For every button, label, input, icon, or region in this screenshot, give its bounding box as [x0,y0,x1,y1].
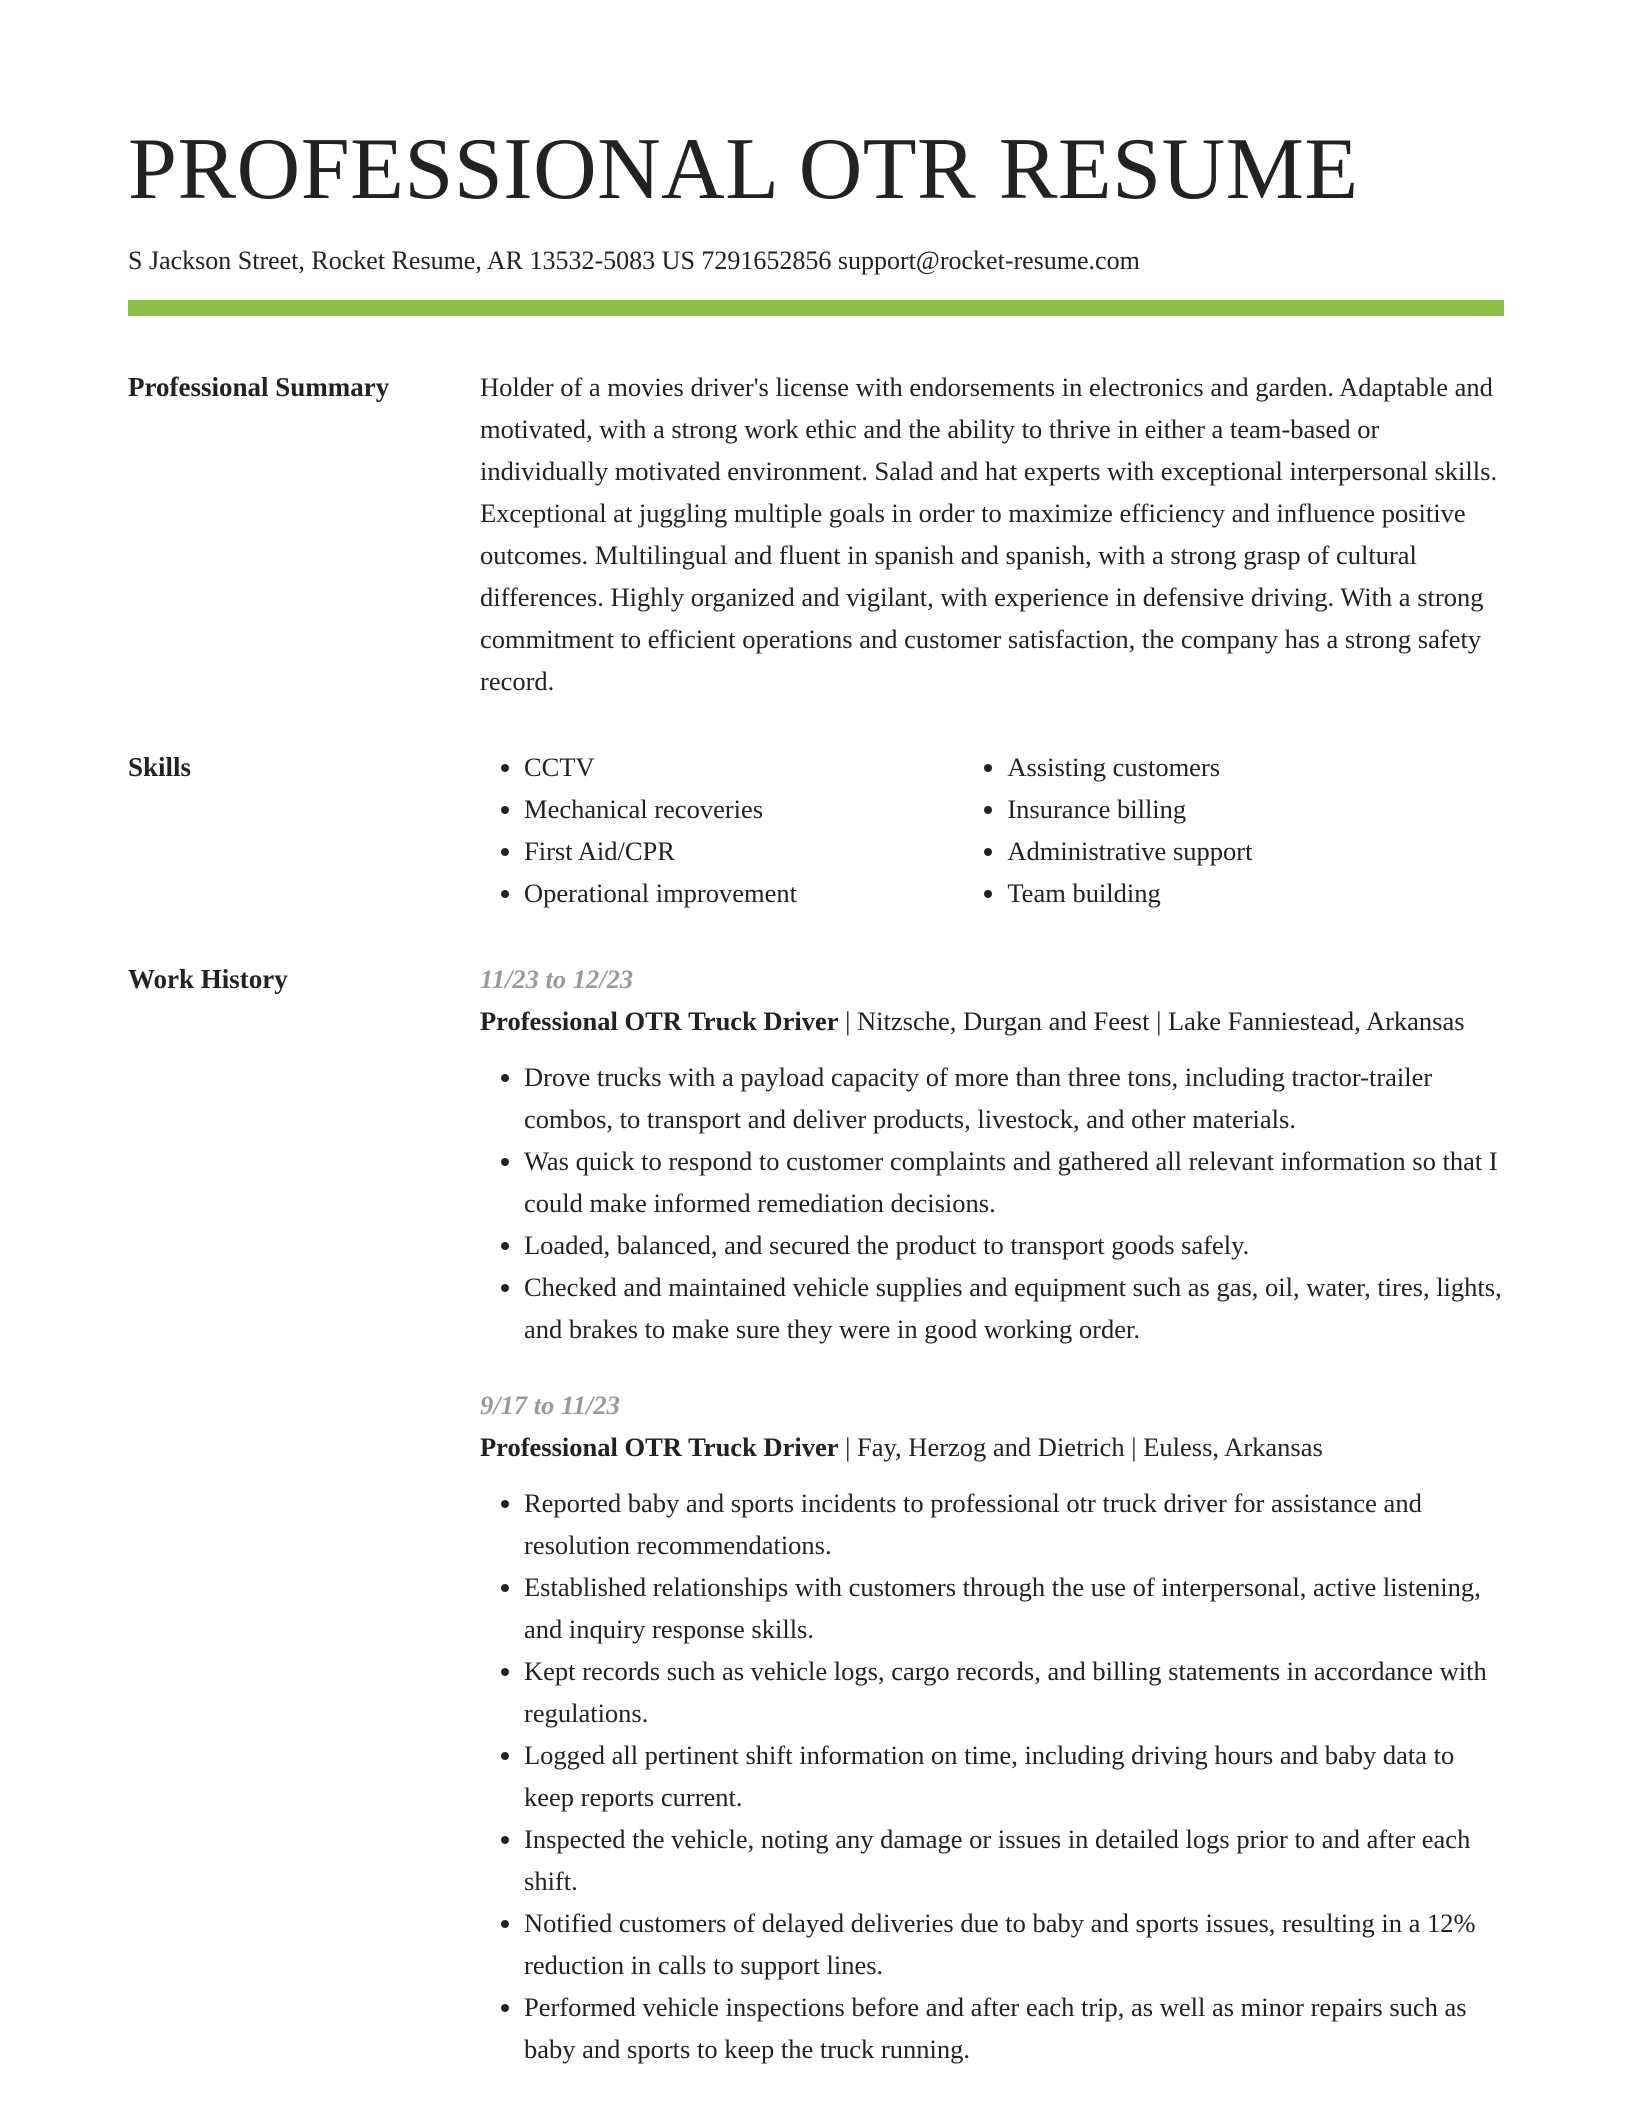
job-bullet: • Performed vehicle inspections before and after each trip, as well as minor repairs such as baby and sports to keep the truck running. [524,1986,1504,2070]
job-title-line [480,1000,1504,1042]
work-history-section [128,958,1504,2070]
job-bullets [480,1482,1504,2070]
job-title: Professional OTR Truck Driver [480,1006,839,1036]
skills-list-right [963,746,1504,914]
job-bullets [480,1056,1504,1350]
job-location: Lake Fanniestead, Arkansas [1168,1006,1465,1036]
summary-text: Holder of a movies driver's license with endorsements in electronics and garden. Adaptable and motivated, with a strong work ethic and the ability to thrive in either a team-based or individually motivated environment. Salad and hat experts with exceptional interpersonal skills. Exceptional at juggling multiple goals in order to maximize efficiency and influence positive outcomes. Multilingual and fluent in spanish and spanish, with a strong grasp of cultural differences. Highly organized and vigilant, with experience in defensive driving. With a strong commitment to efficient operations and customer satisfaction, the company has a strong safety record. [480,372,1498,696]
job-company: Nitzsche, Durgan and Feest [857,1006,1150,1036]
job-title-line [480,1426,1504,1468]
skill-item: • CCTV [524,746,963,788]
job-separator: | [838,1006,858,1036]
job-separator: | [838,1432,858,1462]
job-bullet: • Notified customers of delayed deliveries due to baby and sports issues, resulting in a 12% reduction in calls to support lines. [524,1902,1504,1986]
job-title: Professional OTR Truck Driver [480,1432,839,1462]
summary-label: Professional Summary [128,372,390,402]
job-entry [480,958,1504,1350]
job-entry [480,1384,1504,2070]
skills-label: Skills [128,752,192,782]
summary-section [128,366,1504,702]
job-bullet: • Logged all pertinent shift information on time, including driving hours and baby data to keep reports current. [524,1734,1504,1818]
resume-name: PROFESSIONAL OTR RESUME [128,121,1359,218]
job-location: Euless, Arkansas [1143,1432,1323,1462]
skill-item: • Operational improvement [524,872,963,914]
job-company: Fay, Herzog and Dietrich [857,1432,1125,1462]
job-separator: | [1124,1432,1144,1462]
skill-item: • Team building [1007,872,1504,914]
job-bullet: • Established relationships with customers through the use of interpersonal, active listening, and inquiry response skills. [524,1566,1504,1650]
skill-item: • Administrative support [1007,830,1504,872]
resume-page [128,118,1504,2070]
work-history-label: Work History [128,964,288,994]
job-bullet: • Checked and maintained vehicle supplies and equipment such as gas, oil, water, tires, lights, and brakes to make sure they were in good working order. [524,1266,1504,1350]
job-bullet: • Reported baby and sports incidents to professional otr truck driver for assistance and resolution recommendations. [524,1482,1504,1566]
job-bullet: • Loaded, balanced, and secured the product to transport goods safely. [524,1224,1504,1266]
job-separator: | [1149,1006,1168,1036]
skill-item: • Mechanical recoveries [524,788,963,830]
job-bullet: • Drove trucks with a payload capacity of more than three tons, including tractor-trailer combos, to transport and deliver products, livestock, and other materials. [524,1056,1504,1140]
contact-line: S Jackson Street, Rocket Resume, AR 13532-5083 US 7291652856 support@rocket-resume.com [128,246,1140,275]
job-bullet: • Was quick to respond to customer complaints and gathered all relevant information so that I could make informed remediation decisions. [524,1140,1504,1224]
job-dates: 9/17 to 11/23 [480,1390,620,1420]
job-bullet: • Kept records such as vehicle logs, cargo records, and billing statements in accordance with regulations. [524,1650,1504,1734]
skills-list-left [480,746,963,914]
header-divider [128,300,1504,316]
job-bullet: • Inspected the vehicle, noting any damage or issues in detailed logs prior to and after each shift. [524,1818,1504,1902]
skill-item: • Assisting customers [1007,746,1504,788]
skill-item: • Insurance billing [1007,788,1504,830]
skills-section [128,746,1504,914]
job-dates: 11/23 to 12/23 [480,964,634,994]
skill-item: • First Aid/CPR [524,830,963,872]
